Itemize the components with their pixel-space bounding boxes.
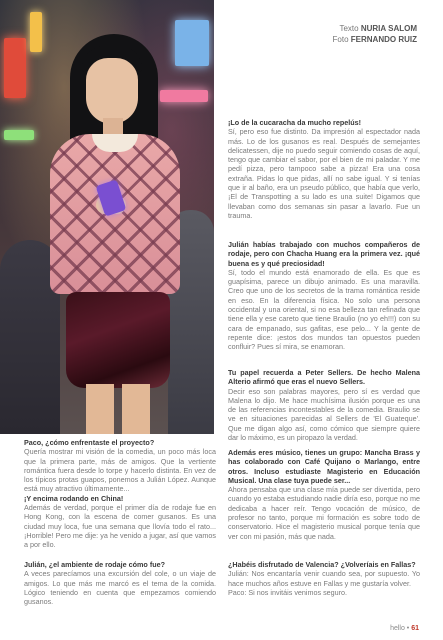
neon-sign [160, 90, 208, 102]
qa-block-music [228, 448, 420, 541]
answer: Ahora pensaba que una clase mía puede ser divertida, pero cuando yo estaba estudiando nadie diría eso, porque no me dedicaba a hacer reír. Tengo vocación de músico, de profesor no tanto, porque mi formación es sobre todo de conservatorio. Hice el magisterio musical porque tenía que ver con mi pasión, más que nada. [228, 485, 420, 541]
question: Además eres músico, tienes un grupo: Mancha Brass y has colaborado con Café Quijano o Marlango, entre otros. Incluso estudiaste Magisterio en Educación Musical. Una clase tuya puede ser... [228, 448, 420, 485]
leather-skirt [66, 292, 170, 388]
credit-photo-label: Foto [332, 34, 349, 44]
credit-text-author: NURIA SALOM [360, 24, 417, 33]
argyle-top [50, 134, 180, 294]
answer: Decir eso son palabras mayores, pero sí es verdad que Malena lo dijo. Me hace muchísima ilusión porque es una de las referencias incontestables de la comedia. Braulio se ve en situaciones parecidas al Sellers de 'El Guateque'. Que me digan algo así, como cómico que siempre quiere dar lo máximo, es un piropazo la verdad. [228, 386, 420, 443]
qa-block-project [24, 438, 216, 550]
answer: Además de verdad, porque el primer día de rodaje fue en Hong Kong, con la escena de comer gusanos. Es una ciudad muy loca, fue una semana que llovía todo el rato... ¡Horrible! Pero me dije: ya he venido a jugar, así que vamos a por ello. [24, 503, 216, 550]
credit-text-label: Texto [339, 24, 359, 33]
qa-block-cockroach [228, 118, 420, 220]
neon-sign [4, 130, 34, 140]
credit-photo-author: FERNANDO RUIZ [350, 34, 417, 44]
qa-block-chacha [228, 240, 420, 352]
neon-sign [175, 20, 209, 66]
answer: Sí, pero eso fue distinto. Da impresión al espectador nada más. Lo de los gusanos es real. Después de semejantes delicatessen, dije no puedo seguir comiendo cosas de aquí, tengo que cambiar el sabor, por el bien de mi paladar. Y me pedí pizza, pero tampoco sabe a pizza! Era una cosa extraña. Pidas lo que pidas, allí no sabe igual. Y si tenías que ir al baño, era un pseudo público, que había que verlo, ¡El de Transpotting a su lado es una suite! Digamos que llevaban como dos semanas sin pasar a lavarlo. Fue un trauma. [228, 127, 420, 220]
question: ¿Habéis disfrutado de Valencia? ¿Volveríais en Fallas? [228, 560, 416, 569]
neon-sign [4, 38, 26, 98]
question: ¡Lo de la cucaracha da mucho repelús! [228, 118, 362, 127]
cover-photo [0, 0, 214, 434]
woman-face [86, 58, 138, 124]
qa-block-valencia [228, 560, 420, 597]
answer: Julián: Nos encantaría venir cuando sea, por supuesto. Yo hace muchos años estuve en Fallas y me gustaría volver. [228, 569, 420, 588]
answer: Paco: Si nos invitáis venimos seguro. [228, 587, 348, 597]
question: Paco, ¿cómo enfrentaste el proyecto? [24, 438, 155, 447]
question: Julián, ¿el ambiente de rodaje cómo fue? [24, 560, 165, 569]
legs [86, 384, 150, 434]
page-footer: hello • 61 [390, 625, 419, 632]
qa-block-sellers [228, 368, 420, 442]
question: Julián habías trabajado con muchos compañeros de rodaje, pero con Chacha Huang era la primera vez. ¡qué buena es y qué preciosidad! [228, 240, 420, 268]
question: Tu papel recuerda a Peter Sellers. De hecho Malena Alterio afirmó que eras el nuevo Sellers. [228, 368, 420, 387]
magazine-name: hello [390, 625, 405, 632]
answer: A veces parecíamos una excursión del cole, o un viaje de amigos. Lo que más me marcó es el tema de la comida. Lógico teniendo en cuenta que empezamos comiendo gusanos. [24, 569, 216, 607]
question: ¡Y encima rodando en China! [24, 493, 124, 503]
neon-sign [30, 12, 42, 52]
answer: Quería mostrar mi visión de la comedia, un poco más loca que la primera parte, más de amigos. Que la vertiente romántica fuera desde lo torpe y hacerlo distinta. En vez de los típicos protas guapos, ponemos a Julián López. Aunque está muy atractivo últimamente... [24, 447, 216, 494]
page-number: 61 [411, 625, 419, 632]
qa-block-ambiente [24, 560, 216, 606]
answer: Sí, todo el mundo está enamorado de ella. Es que es guapísima, parece un dibujo animado. Es una maravilla. Creo que uno de los secretos de la trama romántica reside en eso. En la diferencia física. No solo una persona occidental y una oriental, si no esa belleza tan refinada que tiene ella y ese careto que tiene Braulio (no yo eh!!!) con su cara de empanado, sus gafitas, ese pelo... Y la gente de repente dice: ¡estos dos mundos tan opuestos pueden confluir? Pues sí mira, se enamoran. [228, 267, 420, 352]
article-credits [333, 24, 417, 45]
